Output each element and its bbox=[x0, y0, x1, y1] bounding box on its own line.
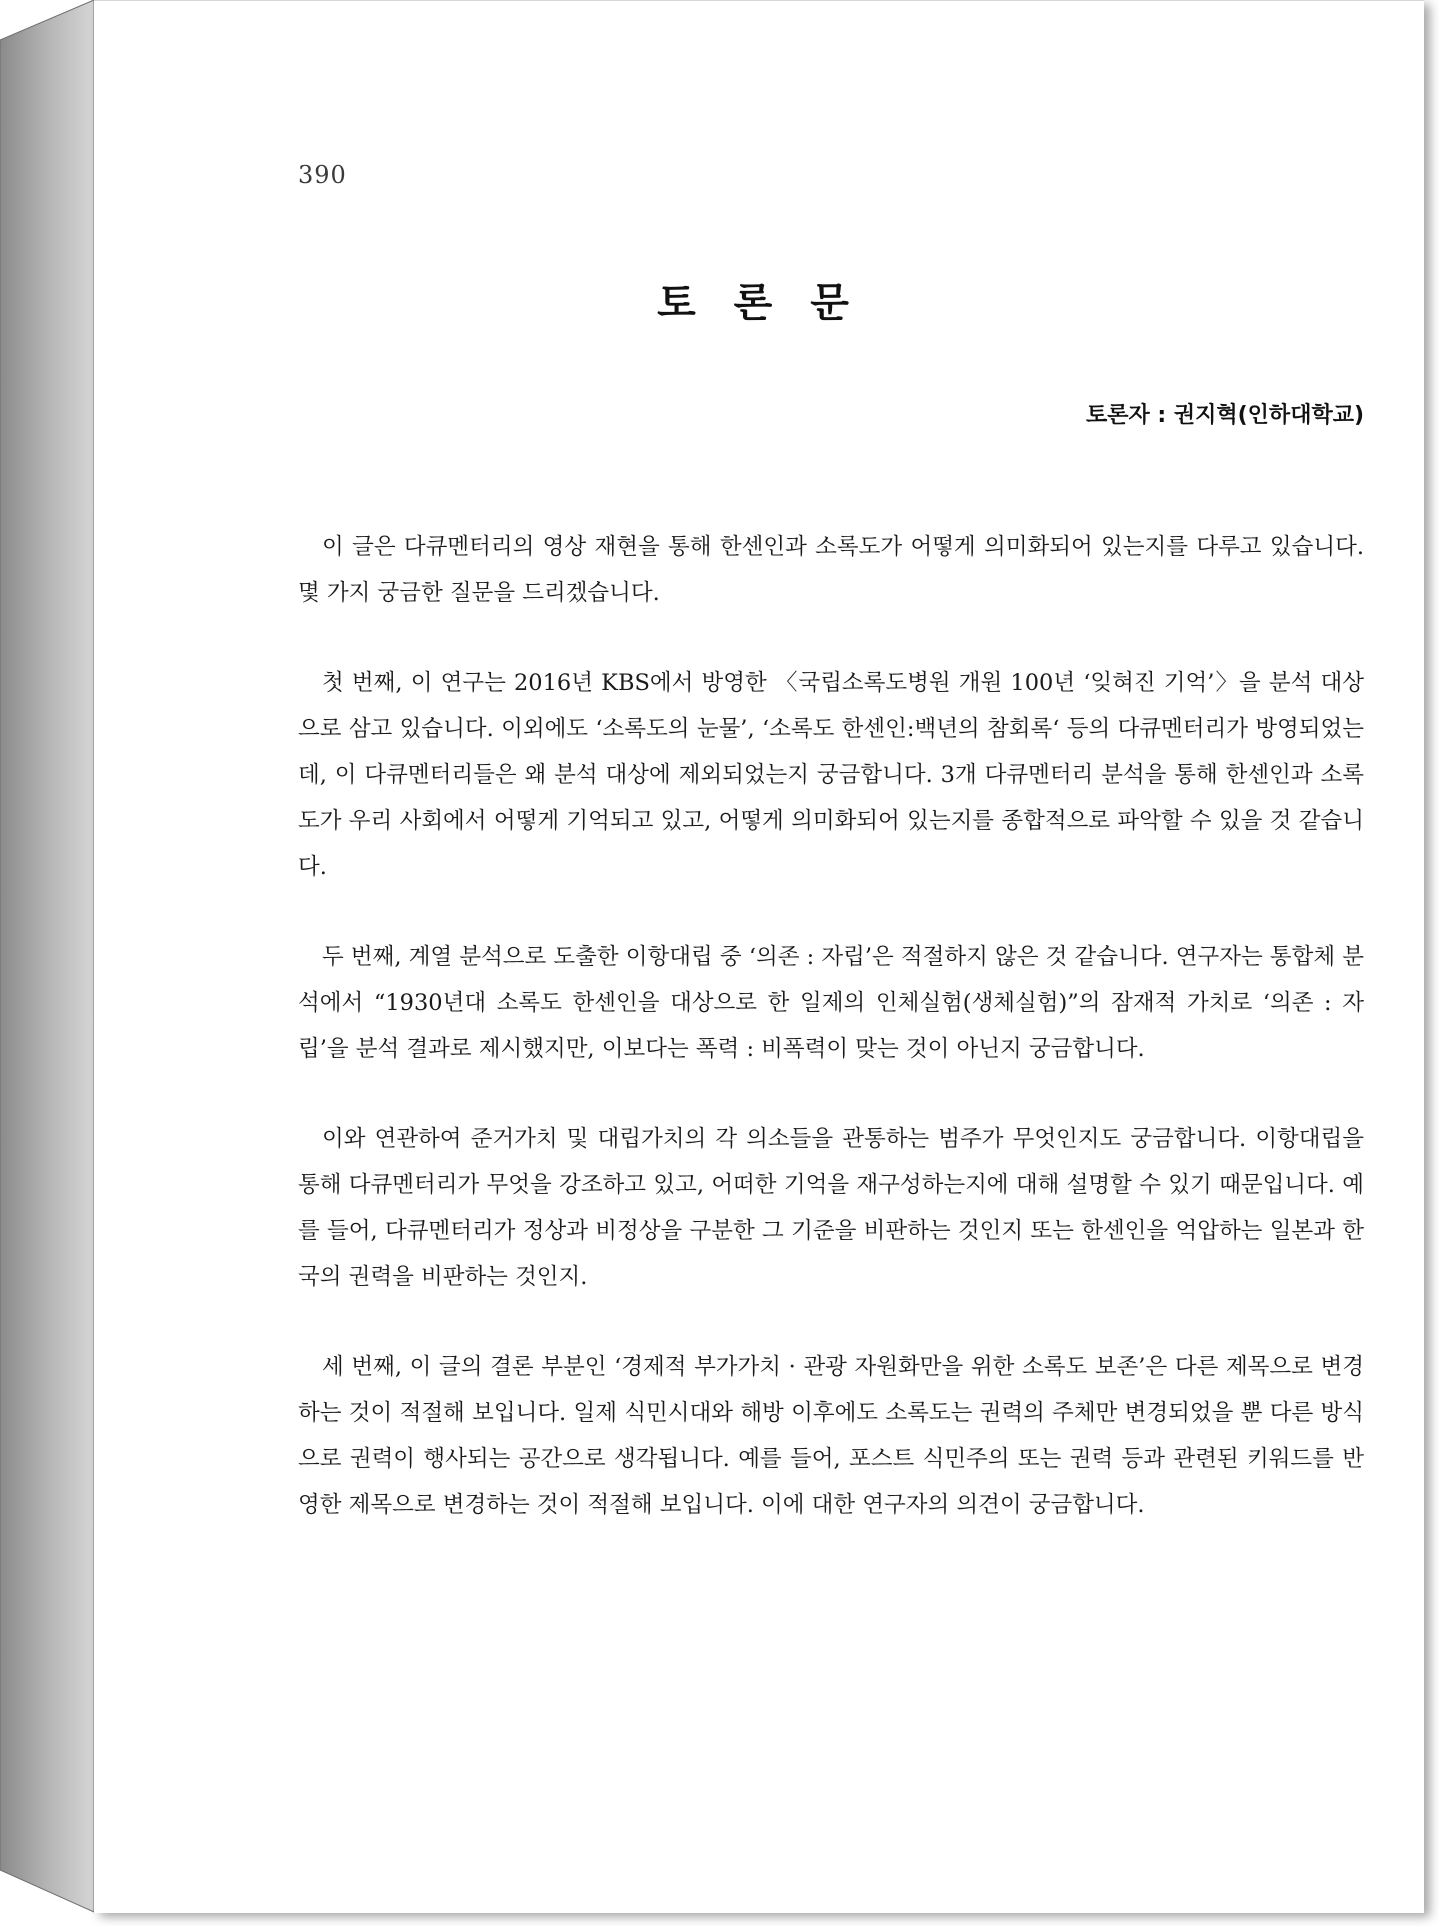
discussant-line: 토론자 : 권지혁(인하대학교) bbox=[1086, 403, 1364, 428]
body-text bbox=[298, 524, 1364, 1572]
page-title: 토 론 문 bbox=[657, 280, 861, 326]
paragraph-third-question: 세 번째, 이 글의 결론 부분인 ‘경제적 부가가치 · 관광 자원화만을 위한 소록도 보존’은 다른 제목으로 변경하는 것이 적절해 보입니다. 일제 식민시대와 해방 이후에도 소록도는 권력의 주체만 변경되었을 뿐 다른 방식으로 권력이 행사되는 공간으로 생각됩니다. 예를 들어, 포스트 식민주의 또는 권력 등과 관련된 키워드를 반영한 제목으로 변경하는 것이 적절해 보입니다. 이에 대한 연구자의 의견이 궁금합니다. bbox=[298, 1354, 1364, 1518]
page-number: 390 bbox=[298, 161, 347, 189]
paragraph-second-question: 두 번째, 계열 분석으로 도출한 이항대립 중 ‘의존 : 자립’은 적절하지 않은 것 같습니다. 연구자는 통합체 분석에서 “1930년대 소록도 한센인을 대상으로 한 일제의 인체실험(생체실험)”의 잠재적 가치로 ‘의존 : 자립’을 분석 결과로 제시했지만, 이보다는 폭력 : 비폭력이 맞는 것이 아닌지 궁금합니다. bbox=[298, 944, 1364, 1062]
paragraph-related-question: 이와 연관하여 준거가치 및 대립가치의 각 의소들을 관통하는 범주가 무엇인지도 궁금합니다. 이항대립을 통해 다큐멘터리가 무엇을 강조하고 있고, 어떠한 기억을 재구성하는지에 대해 설명할 수 있기 때문입니다. 예를 들어, 다큐멘터리가 정상과 비정상을 구분한 그 기준을 비판하는 것인지 또는 한센인을 억압하는 일본과 한국의 권력을 비판하는 것인지. bbox=[298, 1126, 1364, 1290]
document-page bbox=[94, 0, 1424, 1913]
paragraph-first-question: 첫 번째, 이 연구는 2016년 KBS에서 방영한 〈국립소록도병원 개원 100년 ‘잊혀진 기억’〉을 분석 대상으로 삼고 있습니다. 이외에도 ‘소록도의 눈물’, ‘소록도 한센인:백년의 참회록‘ 등의 다큐멘터리가 방영되었는데, 이 다큐멘터리들은 왜 분석 대상에 제외되었는지 궁금합니다. 3개 다큐멘터리 분석을 통해 한센인과 소록도가 우리 사회에서 어떻게 기억되고 있고, 어떻게 의미화되어 있는지를 종합적으로 파악할 수 있을 것 같습니다. bbox=[298, 670, 1364, 880]
paragraph-intro: 이 글은 다큐멘터리의 영상 재현을 통해 한센인과 소록도가 어떻게 의미화되어 있는지를 다루고 있습니다. 몇 가지 궁금한 질문을 드리겠습니다. bbox=[298, 534, 1364, 606]
